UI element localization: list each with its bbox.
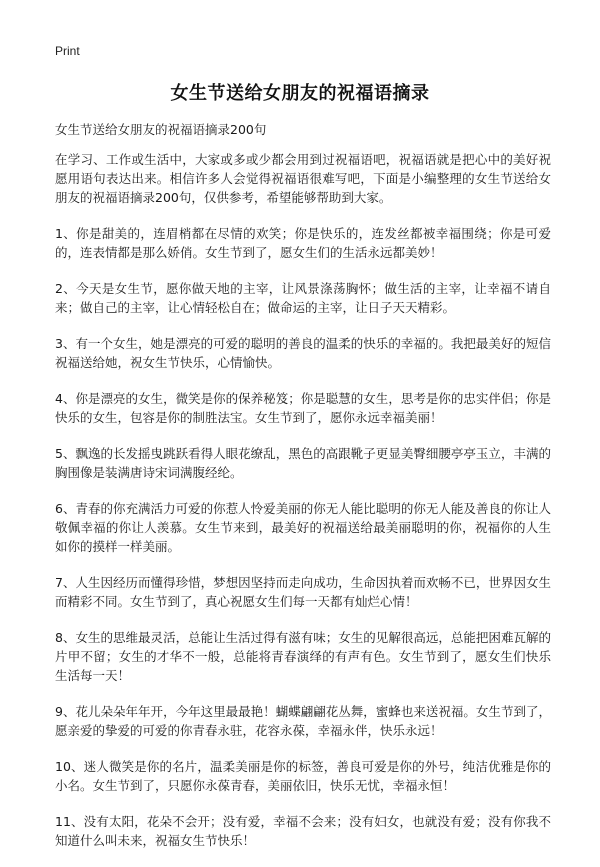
- list-item: 9、花儿朵朵年年开，今年这里最最艳！蝴蝶翩翩花丛舞，蜜蜂也来送祝福。女生节到了，愿亲爱的挚爱的可爱的你青春永驻，花容永葆，幸福永伴，快乐永远！: [55, 704, 551, 738]
- list-item: 3、有一个女生，她是漂亮的可爱的聪明的善良的温柔的快乐的幸福的。我把最美好的短信祝福送给她，祝女生节快乐，心情愉快。: [55, 336, 551, 370]
- print-link[interactable]: Print: [55, 44, 80, 58]
- list-item: 10、迷人微笑是你的名片，温柔美丽是你的标签，善良可爱是你的外号，纯洁优雅是你的小名。女生节到了，只愿你永葆青春，美丽依旧，快乐无忧，幸福永恒！: [55, 759, 551, 793]
- list-item: 1、你是甜美的，连眉梢都在尽情的欢笑；你是快乐的，连发丝都被幸福围绕；你是可爱的，连表情都是那么娇俏。女生节到了，愿女生们的生活永远都美妙！: [55, 226, 551, 260]
- intro-paragraph: 在学习、工作或生活中，大家或多或少都会用到过祝福语吧，祝福语就是把心中的美好祝愿用语句表达出来。相信许多人会觉得祝福语很难写吧，下面是小编整理的女生节送给女朋友的祝福语摘录200句，仅供参考，希望能够帮助到大家。: [55, 152, 551, 205]
- list-item: 5、飘逸的长发摇曳跳跃看得人眼花缭乱，黑色的高跟靴子更显美臀细腰亭亭玉立，丰满的胸围像是装满唐诗宋词满腹经纶。: [55, 446, 551, 480]
- page-title: 女生节送给女朋友的祝福语摘录: [170, 83, 430, 104]
- list-item: 4、你是漂亮的女生，微笑是你的保养秘笈；你是聪慧的女生，思考是你的忠实伴侣；你是快乐的女生，包容是你的制胜法宝。女生节到了，愿你永远幸福美丽！: [55, 391, 551, 425]
- list-item: 2、今天是女生节，愿你做天地的主宰，让风景涤荡胸怀；做生活的主宰，让幸福不请自来；做自己的主宰，让心情轻松自在；做命运的主宰，让日子天天精彩。: [55, 281, 551, 315]
- article-body: [55, 150, 551, 867]
- list-item: 6、青春的你充满活力可爱的你惹人怜爱美丽的你无人能比聪明的你无人能及善良的你让人敬佩幸福的你让人羡慕。女生节来到，最美好的祝福送给最美丽聪明的你，祝福你的人生如你的摸样一样美丽。: [55, 501, 551, 554]
- list-item: 7、人生因经历而懂得珍惜，梦想因坚持而走向成功，生命因执着而欢畅不已，世界因女生而精彩不同。女生节到了，真心祝愿女生们每一天都有灿烂心情！: [55, 575, 551, 609]
- list-item: 11、没有太阳，花朵不会开；没有爱，幸福不会来；没有妇女，也就没有爱；没有你我不知道什么叫未来，祝福女生节快乐！: [55, 814, 551, 848]
- list-item: 8、女生的思维最灵活，总能让生活过得有滋有味；女生的见解很高远，总能把困难瓦解的片甲不留；女生的才华不一般，总能将青春演绎的有声有色。女生节到了，愿女生们快乐生活每一天！: [55, 630, 551, 683]
- subtitle: 女生节送给女朋友的祝福语摘录200句: [55, 122, 267, 137]
